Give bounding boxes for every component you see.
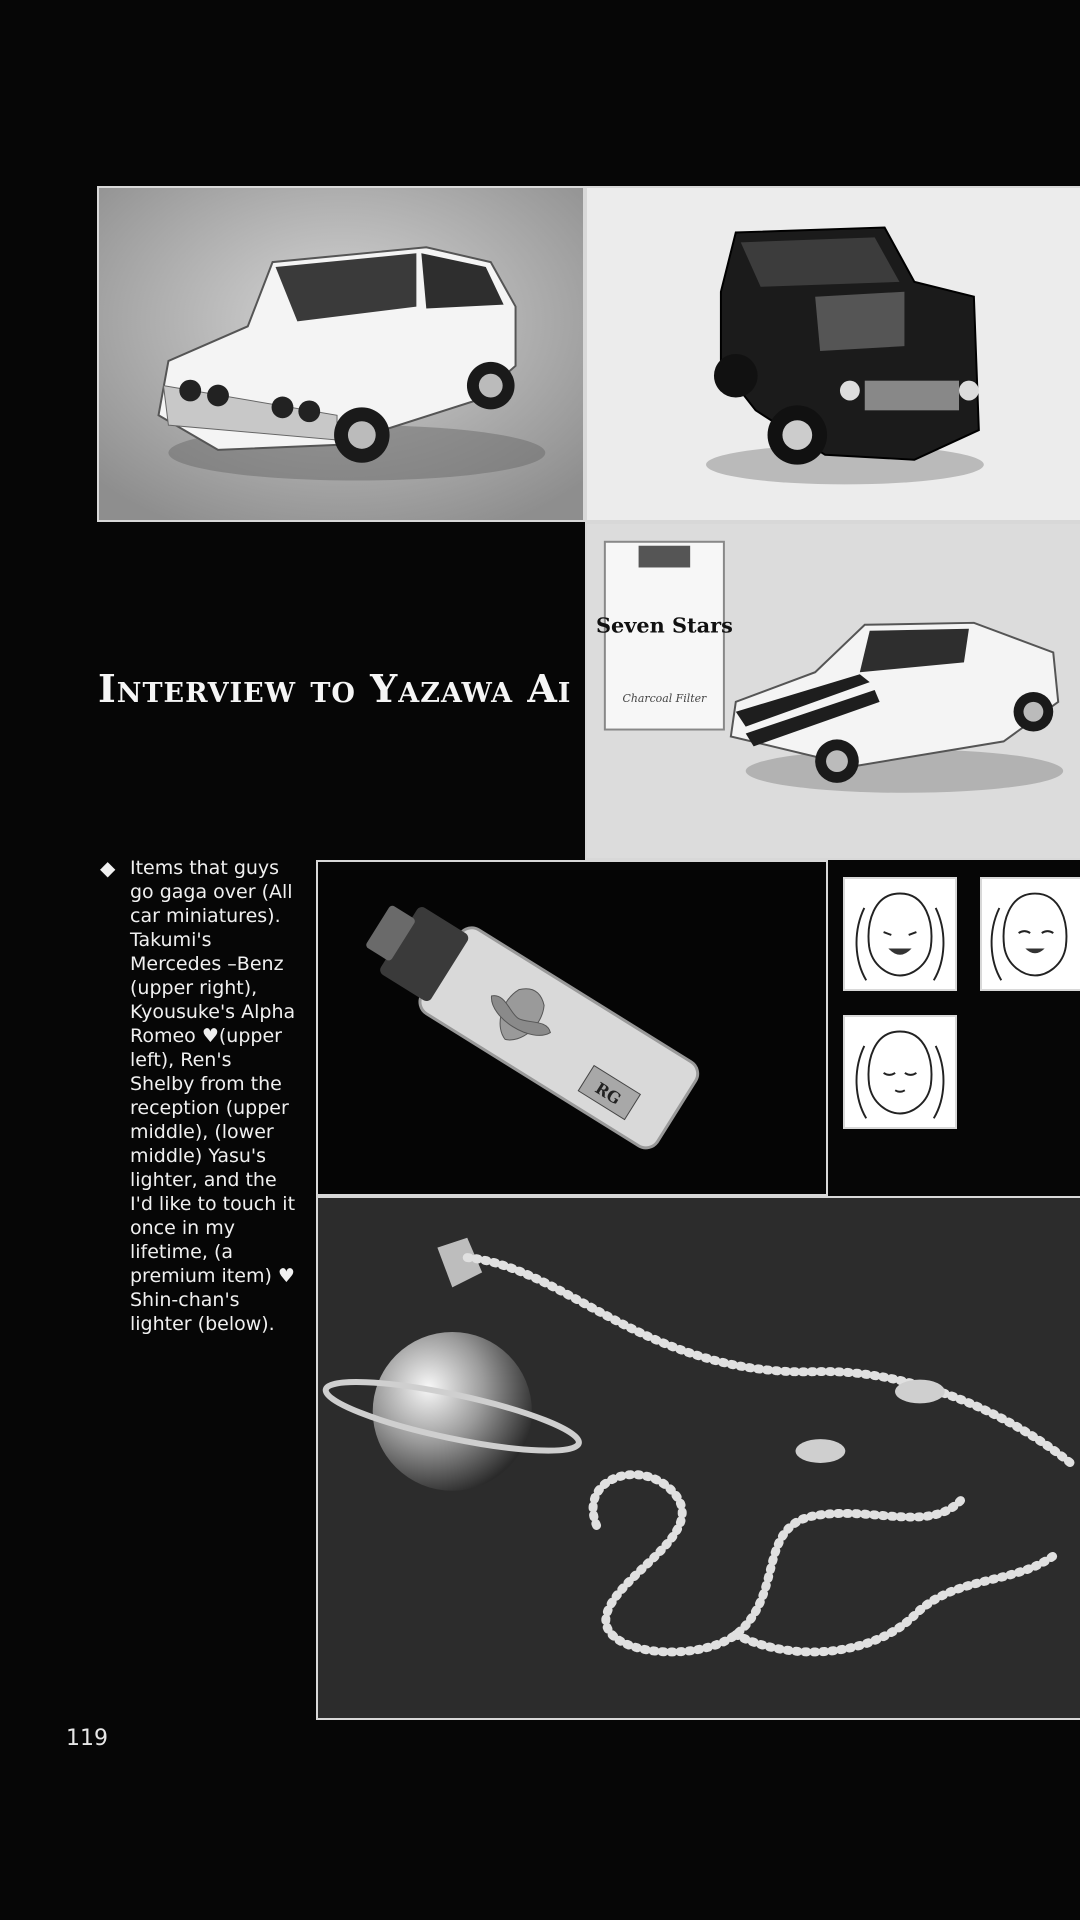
caption-bullet-icon: ◆	[100, 856, 116, 880]
cigarette-brand-label: Seven Stars	[595, 612, 733, 638]
photo-shin-chan-lighter	[316, 1196, 1080, 1720]
photo-mercedes-benz	[585, 186, 1080, 522]
page-number: 119	[66, 1726, 108, 1751]
lighter-logo-label: RG	[591, 1078, 625, 1109]
cigarette-filter-label: Charcoal Filter	[622, 691, 707, 705]
manga-sketch-eyes-closed	[843, 1015, 957, 1129]
article-title: Interview to Yazawa Ai	[98, 666, 572, 711]
manga-sketch-laughing	[843, 877, 957, 991]
photo-shelby-and-cigarettes	[585, 522, 1080, 860]
photo-alfa-romeo	[97, 186, 585, 522]
photo-caption	[100, 856, 300, 1336]
orb-lighter	[373, 1332, 532, 1491]
caption-text: Items that guys go gaga over (All car miniatures). Takumi's Mercedes –Benz (upper right), Kyousuke's Alpha Romeo ♥(upper left), Ren's Shelby from the reception (upper middle), (lower middle) Yasu's lighter, and the I'd like to touch it once in my lifetime, (a premium item) ♥ Shin-chan's lighter (below).	[130, 857, 296, 1335]
manga-sketch-smiling	[980, 877, 1080, 991]
photo-yasu-lighter	[316, 860, 828, 1196]
